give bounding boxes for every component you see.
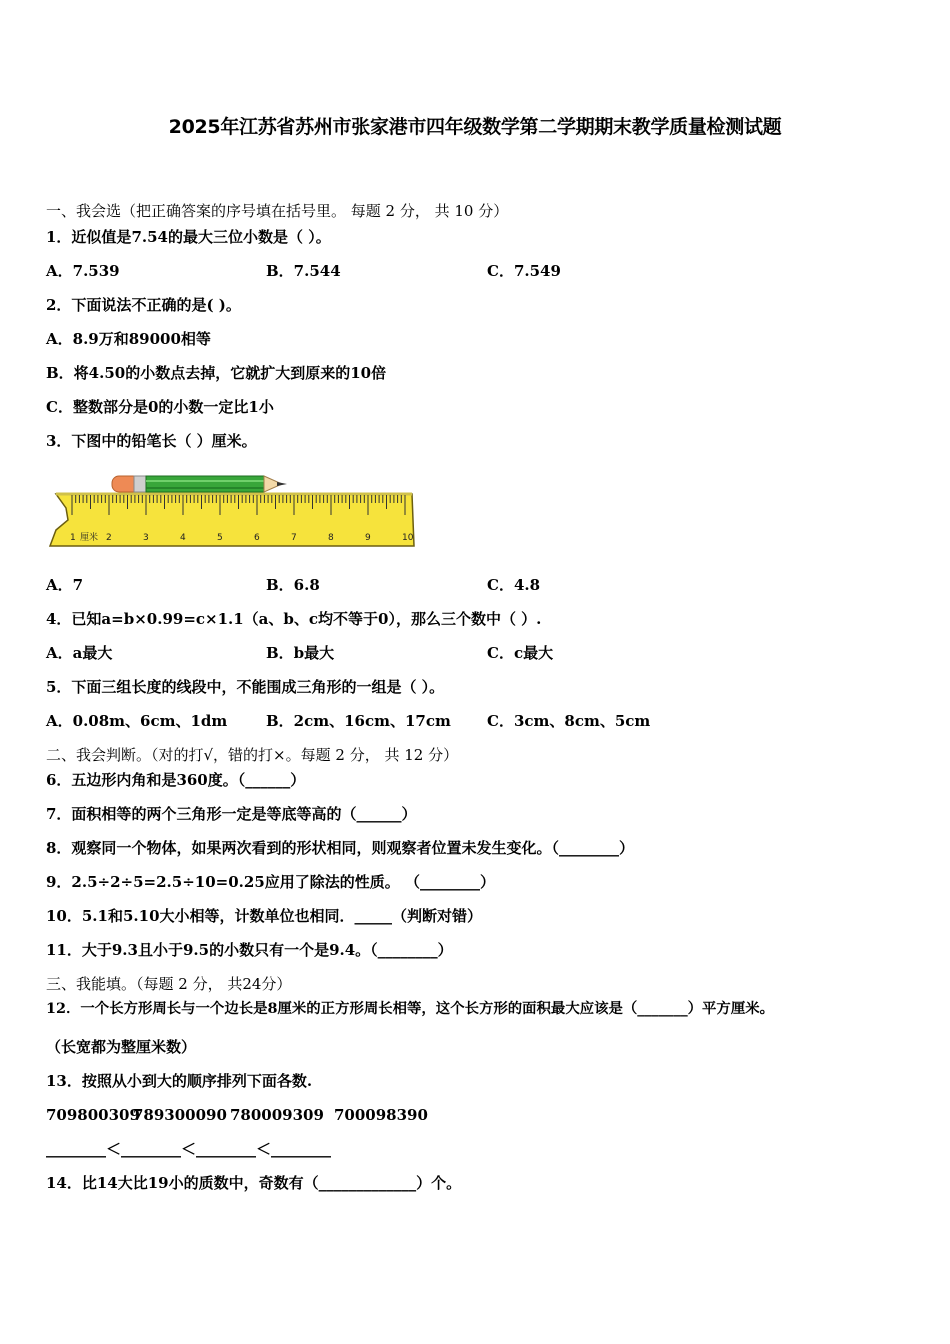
q3-option-a: A．7: [46, 576, 84, 594]
question-2: 2．下面说法不正确的是( )。: [46, 296, 241, 314]
question-12-note: （长宽都为整厘米数）: [46, 1038, 197, 1056]
question-13: 13．按照从小到大的顺序排列下面各数.: [46, 1072, 313, 1090]
pencil-ruler-figure: [46, 470, 418, 554]
question-8: 8．观察同一个物体，如果两次看到的形状相同，则观察者位置未发生变化。（________）: [46, 839, 634, 857]
q4-option-c: C．c最大: [487, 644, 554, 662]
question-5: 5．下面三组长度的线段中，不能围成三角形的一组是（ ）。: [46, 678, 445, 696]
q1-option-a: A．7.539: [46, 262, 120, 280]
q4-option-a: A．a最大: [46, 644, 113, 662]
pencil-ruler-illustration: [46, 470, 418, 554]
question-4: 4．已知a=b×0.99=c×1.1（a、b、c均不等于0），那么三个数中（ ）.: [46, 610, 542, 628]
q13-answer-blanks: ________＜________＜________＜________: [46, 1140, 332, 1158]
q13-number-4: 700098390: [334, 1106, 428, 1124]
q2-option-b: B．将4.50的小数点去掉，它就扩大到原来的10倍: [46, 364, 387, 382]
q1-option-b: B．7.544: [266, 262, 341, 280]
ruler-body: [50, 494, 414, 546]
q4-option-b: B．b最大: [266, 644, 335, 662]
pencil: [112, 476, 287, 492]
section-2-heading: 二、我会判断。（对的打√，错的打×。每题 2 分， 共 12 分）: [46, 746, 459, 764]
question-10: 10．5.1和5.10大小相等，计数单位也相同．_____（判断对错）: [46, 907, 483, 925]
ruler-number-label: 2: [106, 533, 112, 543]
ruler-number-label: 8: [328, 533, 334, 543]
question-7: 7．面积相等的两个三角形一定是等底等高的（______）: [46, 805, 417, 823]
question-12: 12．一个长方形周长与一个边长是8厘米的正方形周长相等，这个长方形的面积最大应该是（_______）平方厘米。: [46, 1000, 774, 1017]
question-1: 1．近似值是7.54的最大三位小数是（ ）。: [46, 228, 331, 246]
page-title: 2025年江苏省苏州市张家港市四年级数学第二学期期末教学质量检测试题: [168, 116, 782, 138]
ruler-number-label: 4: [180, 533, 186, 543]
q3-option-c: C．4.8: [487, 576, 541, 594]
q5-option-a: A．0.08m、6cm、1dm: [46, 712, 228, 730]
ruler-unit-label: 厘米: [80, 533, 99, 543]
question-3: 3．下图中的铅笔长（ ）厘米。: [46, 432, 257, 450]
q2-option-a: A．8.9万和89000相等: [46, 330, 211, 348]
ruler-number-label: 3: [143, 533, 149, 543]
question-11: 11．大于9.3且小于9.5的小数只有一个是9.4。（________）: [46, 941, 453, 959]
q13-number-2: 789300090: [133, 1106, 227, 1124]
ruler-number-label: 10: [402, 533, 414, 543]
q2-option-c: C．整数部分是0的小数一定比1小: [46, 398, 274, 416]
q3-option-b: B．6.8: [266, 576, 320, 594]
section-1-heading: 一、我会选（把正确答案的序号填在括号里。 每题 2 分， 共 10 分）: [46, 202, 509, 220]
ruler-number-label: 1: [70, 533, 76, 543]
q13-number-1: 709800309: [46, 1106, 140, 1124]
section-3-heading: 三、我能填。（每题 2 分， 共24分）: [46, 975, 292, 993]
q13-number-3: 780009309: [230, 1106, 324, 1124]
ruler-number-label: 7: [291, 533, 297, 543]
question-6: 6．五边形内角和是360度。（______）: [46, 771, 306, 789]
ruler-number-label: 5: [217, 533, 223, 543]
question-9: 9．2.5÷2÷5=2.5÷10=0.25应用了除法的性质。 （________）: [46, 873, 495, 891]
ruler-number-label: 6: [254, 533, 260, 543]
question-14: 14．比14大比19小的质数中，奇数有（_____________）个。: [46, 1174, 462, 1192]
q1-option-c: C．7.549: [487, 262, 561, 280]
q5-option-c: C．3cm、8cm、5cm: [487, 712, 651, 730]
ruler-number-label: 9: [365, 533, 371, 543]
q5-option-b: B．2cm、16cm、17cm: [266, 712, 451, 730]
